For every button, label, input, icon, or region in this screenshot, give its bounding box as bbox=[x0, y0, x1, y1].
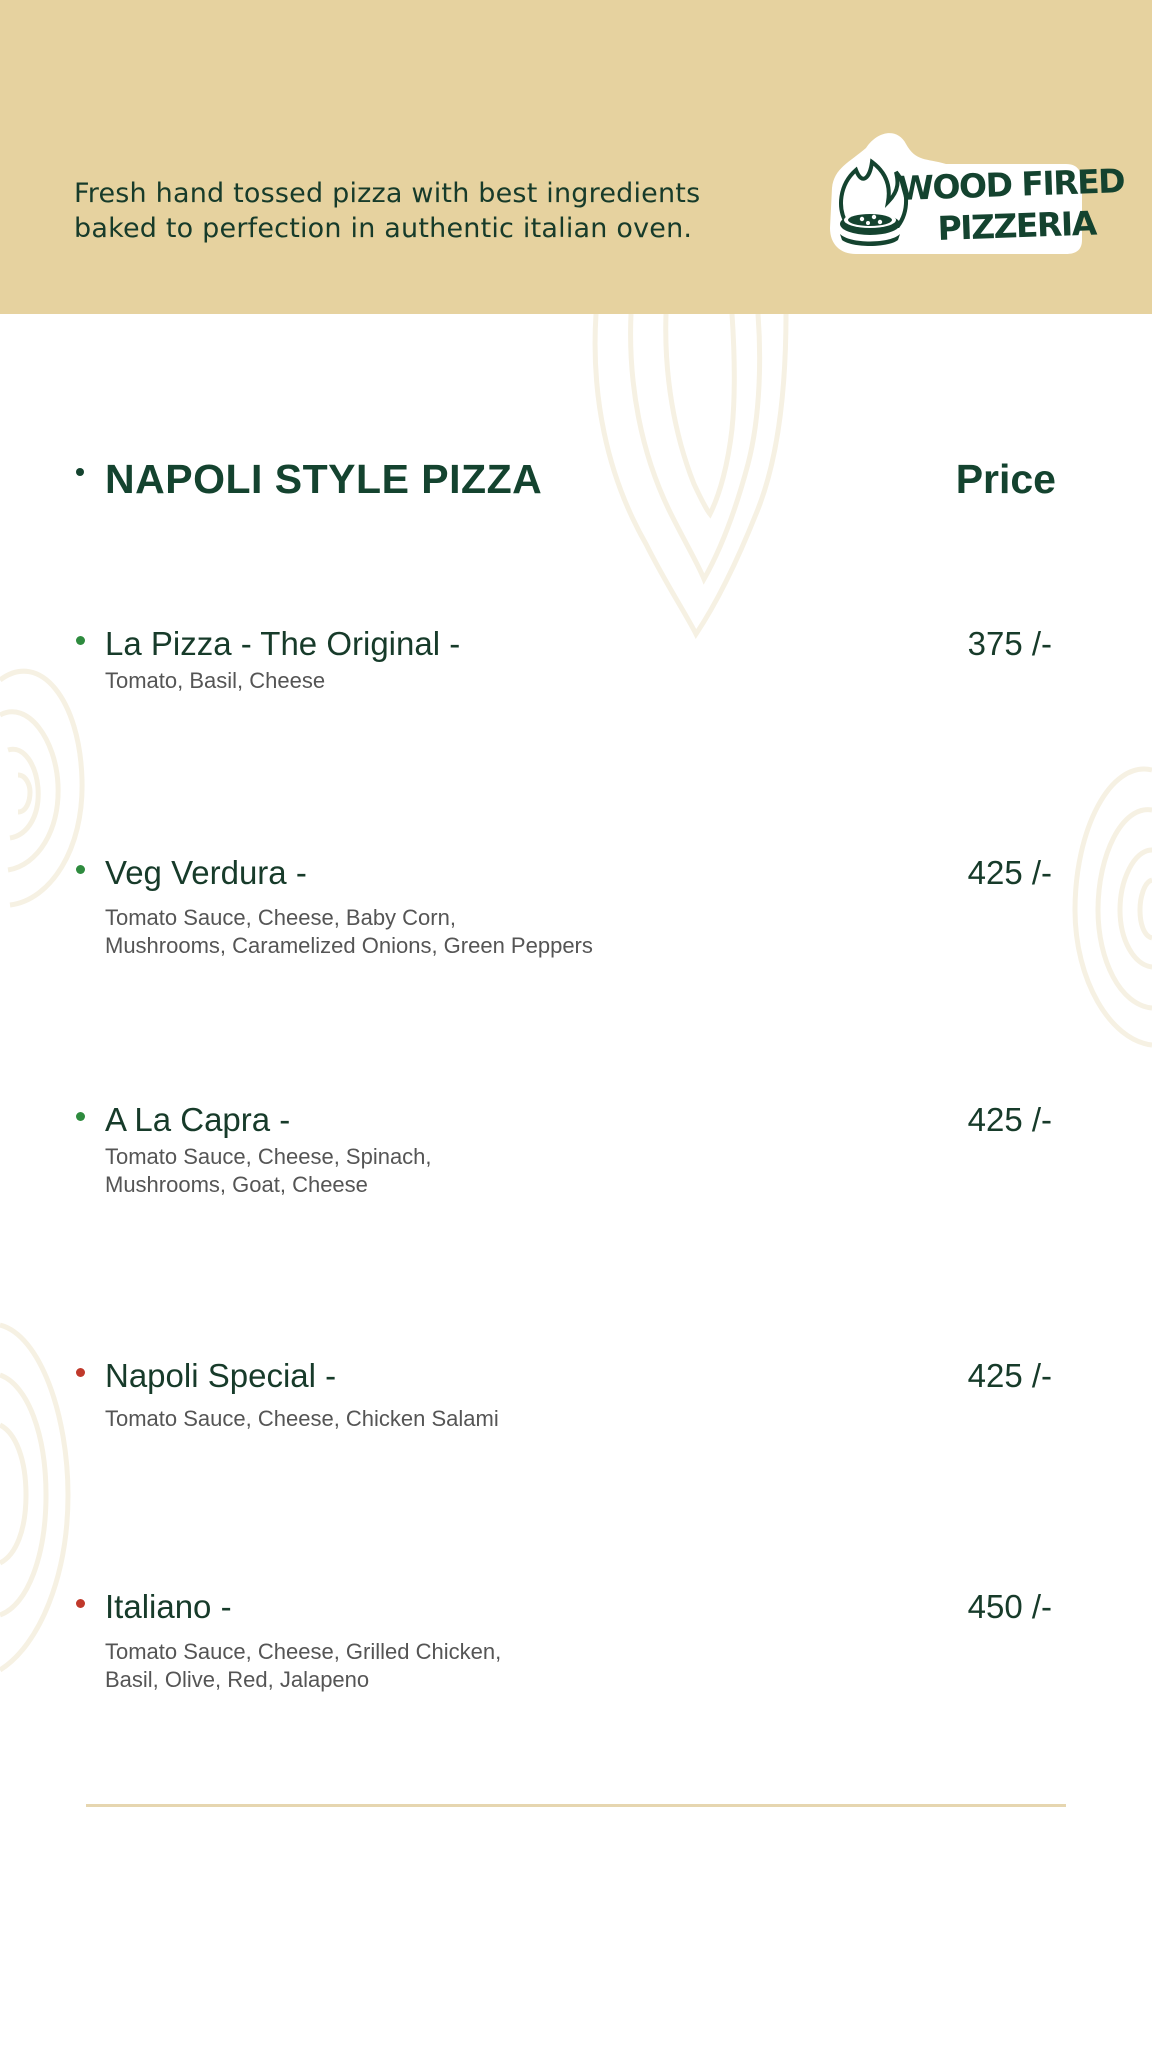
section-bullet bbox=[76, 468, 84, 476]
item-description bbox=[105, 667, 325, 695]
item-description bbox=[105, 1405, 499, 1433]
item-description bbox=[105, 904, 593, 960]
veg-indicator-dot bbox=[76, 1112, 85, 1121]
item-name: La Pizza - The Original - bbox=[105, 625, 461, 662]
svg-text:PIZZERIA: PIZZERIA bbox=[936, 203, 1097, 248]
item-description-line-2: Basil, Olive, Red, Jalapeno bbox=[105, 1667, 370, 1692]
item-price: 425 /- bbox=[967, 1101, 1052, 1138]
wood-fired-pizzeria-logo bbox=[826, 128, 1125, 258]
tagline-line-1: Fresh hand tossed pizza with best ingredients bbox=[74, 178, 701, 209]
item-description-line-1: Tomato Sauce, Cheese, Chicken Salami bbox=[105, 1406, 499, 1431]
price-column-heading: Price bbox=[955, 456, 1056, 502]
item-price: 425 /- bbox=[967, 854, 1052, 891]
tagline bbox=[74, 176, 774, 246]
item-name: Italiano - bbox=[105, 1588, 232, 1625]
wood-grain-decoration-top bbox=[586, 314, 796, 644]
item-name: Napoli Special - bbox=[105, 1357, 337, 1394]
svg-text:WOOD FIRED: WOOD FIRED bbox=[896, 161, 1125, 208]
section-title: NAPOLI STYLE PIZZA bbox=[105, 456, 543, 502]
item-description-line-1: Tomato Sauce, Cheese, Baby Corn, bbox=[105, 905, 456, 930]
item-description-line-1: Tomato Sauce, Cheese, Grilled Chicken, bbox=[105, 1639, 502, 1664]
tagline-line-2: baked to perfection in authentic italian oven. bbox=[74, 213, 693, 244]
item-price: 425 /- bbox=[967, 1357, 1052, 1394]
wood-grain-decoration-left-bottom bbox=[0, 1315, 72, 1675]
item-price: 450 /- bbox=[967, 1588, 1052, 1625]
item-name: Veg Verdura - bbox=[105, 854, 307, 891]
nonveg-indicator-dot bbox=[76, 1368, 85, 1377]
item-description-line-2: Mushrooms, Caramelized Onions, Green Peppers bbox=[105, 933, 593, 958]
header-band bbox=[0, 0, 1152, 314]
item-description bbox=[105, 1638, 501, 1694]
item-description bbox=[105, 1143, 432, 1199]
item-description-line-2: Mushrooms, Goat, Cheese bbox=[105, 1172, 368, 1197]
item-description-line-1: Tomato Sauce, Cheese, Spinach, bbox=[105, 1144, 432, 1169]
wood-grain-decoration-right bbox=[1070, 760, 1152, 1050]
item-name: A La Capra - bbox=[105, 1101, 291, 1138]
veg-indicator-dot bbox=[76, 865, 85, 874]
bottom-divider bbox=[86, 1804, 1066, 1807]
item-price: 375 /- bbox=[967, 625, 1052, 662]
item-description-line-1: Tomato, Basil, Cheese bbox=[105, 668, 326, 693]
nonveg-indicator-dot bbox=[76, 1599, 85, 1608]
veg-indicator-dot bbox=[76, 636, 85, 645]
